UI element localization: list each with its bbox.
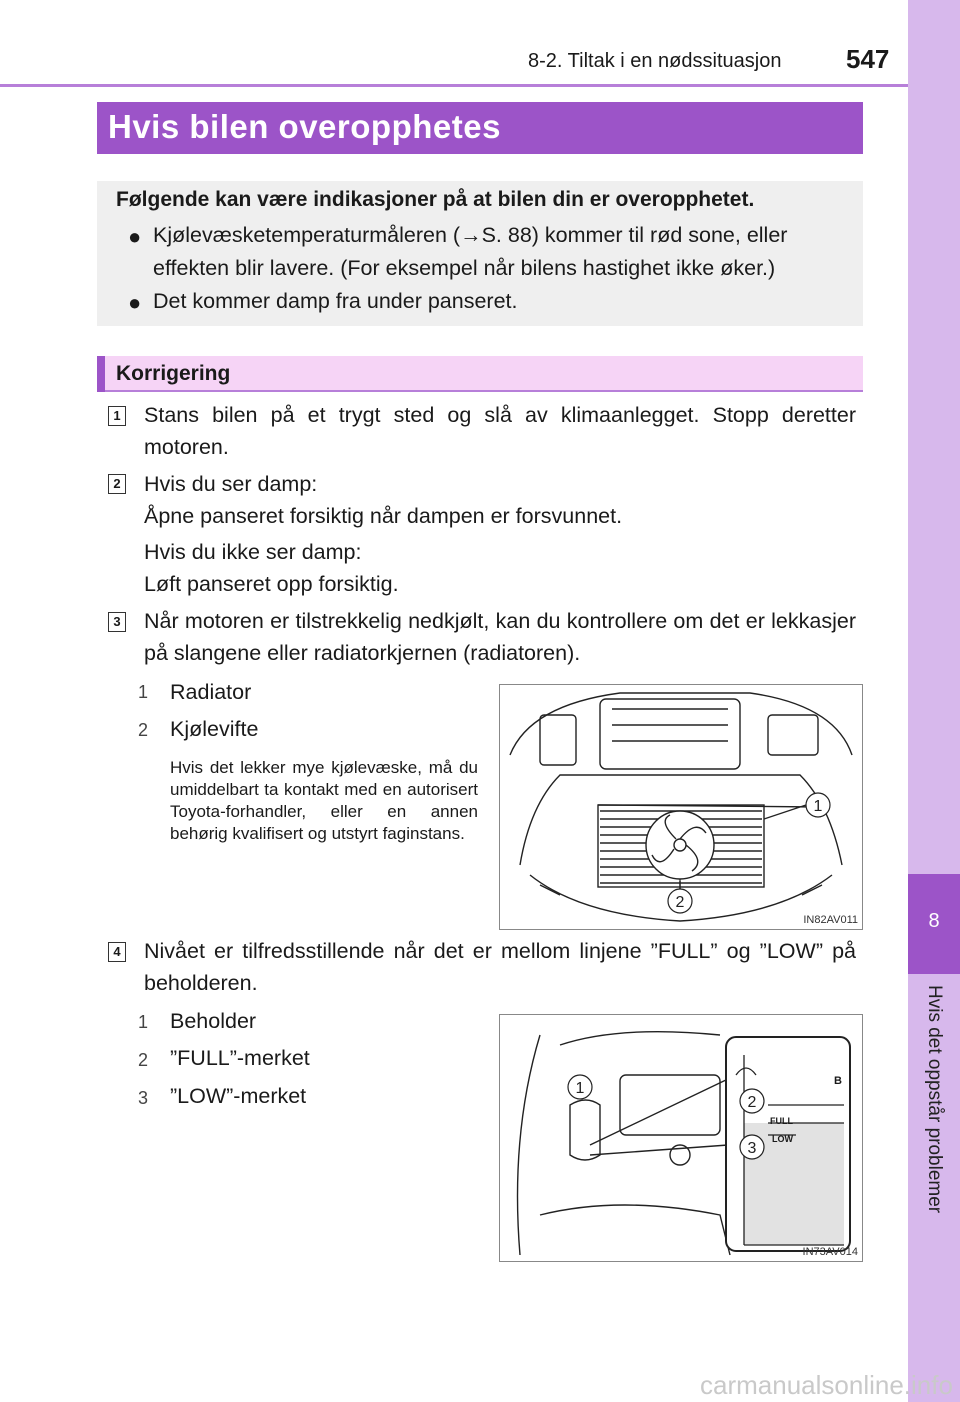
b-mark-label: B [834, 1075, 842, 1087]
bullet-icon: ● [128, 290, 142, 315]
step-number: 3 [108, 612, 126, 632]
item-label: ”LOW”-merket [170, 1084, 307, 1108]
item-label: ”FULL”-merket [170, 1046, 310, 1070]
footer-watermark: carmanualsonline.info [700, 1370, 953, 1400]
chapter-number: 8 [928, 910, 940, 932]
callout-number: 2 [747, 1094, 757, 1111]
step-text: Stans bilen på et trygt sted og slå av klimaanlegget. Stopp deretter motoren. [144, 403, 856, 459]
section-heading: Korrigering [116, 362, 231, 385]
callout-number: 1 [813, 798, 823, 815]
full-mark-label: FULL [770, 1116, 793, 1126]
callout-number: 1 [138, 682, 149, 702]
figure-code: IN73AV014 [802, 1246, 858, 1258]
step-text: Nivået er tilfredsstillende når det er mellom linjene ”FULL” og ”LOW” på beholderen. [144, 939, 856, 995]
header-rule [0, 84, 908, 87]
step-number: 1 [108, 406, 126, 426]
item-label: Radiator [170, 680, 252, 704]
item-label: Beholder [170, 1009, 257, 1033]
step-number: 4 [108, 942, 126, 962]
step-text: Åpne panseret forsiktig når dampen er forsvunnet. [144, 504, 623, 528]
step-text: Hvis du ser damp: [144, 472, 318, 496]
step-text: Hvis du ikke ser damp: [144, 540, 362, 564]
section-band-accent [97, 356, 105, 392]
intro-bullet: Det kommer damp fra under panseret. [153, 289, 518, 313]
item-label: Kjølevifte [170, 717, 259, 741]
callout-number: 3 [138, 1088, 149, 1108]
page-title: Hvis bilen overopphetes [108, 108, 501, 145]
callout-number: 1 [575, 1080, 585, 1097]
callout-number: 2 [675, 894, 685, 911]
radiator-figure [499, 684, 863, 930]
low-mark-label: LOW [772, 1134, 793, 1144]
callout-number: 2 [138, 1050, 149, 1070]
step-number: 2 [108, 474, 126, 494]
intro-heading: Følgende kan være indikasjoner på at bilen din er overopphetet. [116, 188, 755, 211]
reservoir-illustration [500, 1015, 862, 1261]
callout-number: 3 [747, 1140, 757, 1157]
warning-note: Hvis det lekker mye kjølevæske, må du umiddelbart ta kontakt med en autorisert Toyota-forhandler, eller en annen behørig kvalifisert og utstyrt faginstans. [170, 758, 478, 843]
chapter-label: Hvis det oppstår problemer [924, 985, 945, 1214]
intro-bullet: Kjølevæsketemperaturmåleren (→S. 88) kommer til rød sone, eller effekten blir lavere. (For eksempel når bilens hastighet ikke øker.) [153, 223, 788, 280]
step-text: Når motoren er tilstrekkelig nedkjølt, kan du kontrollere om det er lekkasjer på slangene eller radiatorkjernen (radiatoren). [144, 609, 856, 665]
engine-bay-illustration [500, 685, 862, 929]
callout-number: 2 [138, 720, 149, 740]
figure-code: IN82AV011 [803, 914, 858, 926]
step-text: Løft panseret opp forsiktig. [144, 572, 399, 596]
page-number: 547 [846, 44, 890, 74]
bullet-icon: ● [128, 224, 142, 249]
reservoir-figure [499, 1014, 863, 1262]
section-header: 8-2. Tiltak i en nødssituasjon [528, 50, 782, 72]
callout-number: 1 [138, 1012, 149, 1032]
